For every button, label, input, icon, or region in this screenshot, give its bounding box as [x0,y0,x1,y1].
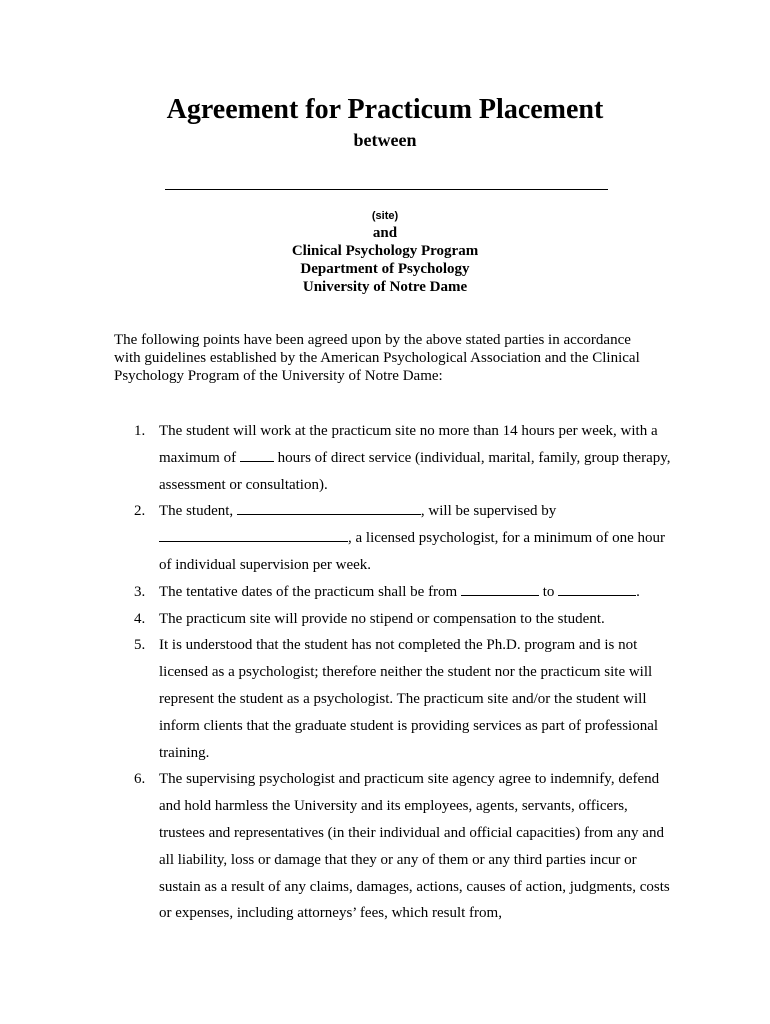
start-date-blank[interactable] [461,581,539,596]
item-text: The student, [159,503,237,520]
list-item [114,766,674,927]
document-subtitle: between [353,130,417,150]
item-text: , will be supervised by [420,503,557,520]
item-text: to [538,583,559,600]
item-text: The supervising psychologist and practicum site agency agree to indemnify, defend and hold harmless the University and its employees, agents, servants, officers, trustees and representatives (in their individual and official capacities) from any and all liability, loss or damage that they or any of them or any third parties incur or sustain as a result of any claims, damages, actions, causes of action, judgments, costs or expenses, including attorneys’ fees, which result from, [159,771,670,922]
item-text: . [636,583,640,600]
student-name-blank[interactable] [237,500,421,515]
list-number: 3. [134,583,146,600]
item-text: The student will work at the practicum site no more than 14 hours per week, with a maximum of [159,423,658,466]
max-hours-blank[interactable] [240,447,274,462]
item-text: , a licensed psychologist, for a minimum of one hour of individual supervision per week. [159,530,666,573]
list-item [114,579,674,606]
item-text: It is understood that the student has not completed the Ph.D. program and is not licensed as a psychologist; therefore neither the student nor the practicum site will represent the student as a psychologist. The practicum site and/or the student will inform clients that the graduate student is providing services as part of professional training. [159,637,659,761]
list-item [114,418,674,498]
list-item [114,498,674,578]
agreement-list [114,418,674,927]
university-name: University of Notre Dame [302,279,468,295]
and-label: and [372,225,398,241]
list-item [114,632,674,766]
list-number: 4. [134,610,146,627]
end-date-blank[interactable] [558,581,636,596]
list-number: 1. [134,423,146,439]
supervisor-name-blank[interactable] [159,527,348,542]
item-text: hours of direct service (individual, marital, family, group therapy, assessment or consultation). [159,449,671,493]
list-number: 6. [134,771,146,788]
list-item [114,606,674,633]
item-text: The tentative dates of the practicum shall be from [159,583,461,600]
document-title: Agreement for Practicum Placement [166,94,604,125]
item-text: The practicum site will provide no stipend or compensation to the student. [159,610,605,627]
program-name: Clinical Psychology Program [291,243,479,259]
party-block [0,224,770,296]
site-name-blank[interactable] [165,189,608,190]
list-number: 5. [134,637,146,654]
intro-paragraph: The following points have been agreed upon by the above stated parties in accordance with guidelines established by the American Psychological Association and the Clinical Psychology Program of the University of Notre Dame: [114,332,640,384]
list-number: 2. [134,503,146,520]
department-name: Department of Psychology [300,261,470,277]
site-label: (site) [371,210,399,222]
